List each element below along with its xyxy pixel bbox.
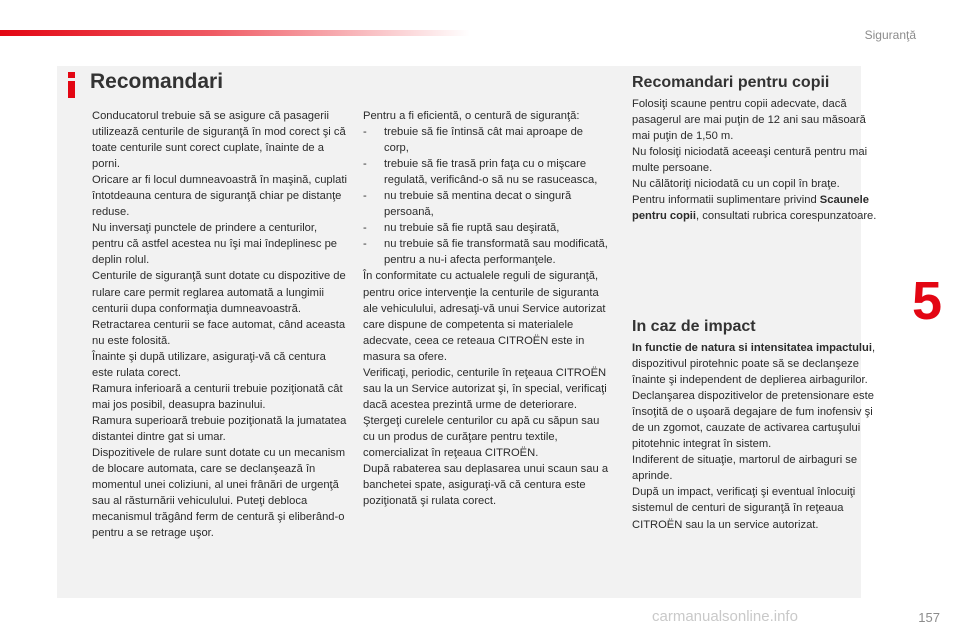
paragraph: Dispozitivele de rulare sunt dotate cu un mecanism de blocare automata, care se declanşează în momentul unei coliziuni, al unei frânări de urgenţă sau al răsturnării vehiculului. Puteţi debloca mecanismul trăgând ferm de centură şi eliberând-o pentru a se retrage uşor. [92, 446, 346, 540]
paragraph: După un impact, verificaţi şi eventual înlocuiţi sistemul de centuri de siguranţă în reţeaua CITROËN sau la un service autorizat. [632, 486, 856, 531]
paragraph: Pentru informatii suplimentare privind Scaunele pentru copii, consultati rubrica corespunzatoare. [632, 194, 877, 223]
paragraph: Pentru a fi eficientă, o centură de siguranţă: [363, 110, 580, 122]
recommendations-title: Recomandari [90, 70, 224, 93]
impact-section [632, 340, 877, 533]
paragraph: Folosiţi scaune pentru copii adecvate, dacă pasagerul are mai puţin de 12 ani sau măsoară mai puţin de 1,50 m. [632, 98, 866, 143]
list-item: - trebuie să fie trasă prin faţa cu o mişcare regulată, verificând-o să nu se rasuceasca, [363, 158, 598, 187]
paragraph: Conducatorul trebuie să se asigure că pasagerii utilizează centurile de siguranţă în mod corect şi că toate centurile sunt corect cuplate, înainte de a porni. [92, 110, 346, 171]
paragraph: Nu inversaţi punctele de prindere a centurilor, pentru că astfel acestea nu îşi mai îndeplinesc pe deplin rolul. [92, 222, 338, 267]
paragraph: Verificaţi, periodic, centurile în reţeaua CITROËN sau la un Service autorizat şi, în special, verificaţi dacă acestea prezintă urme de deteriorare. [363, 366, 607, 411]
paragraph: Ramura inferioară a centurii trebuie poziţionată cât mai jos posibil, deasupra bazinului. [92, 382, 343, 411]
paragraph: După rabaterea sau deplasarea unui scaun sau a banchetei spate, asiguraţi-vă că centura este poziţionată şi rulata corect. [363, 463, 609, 508]
paragraph: Oricare ar fi locul dumneavoastră în maşină, cuplati întotdeauna centura de siguranţă chiar pe distanţe reduse. [92, 174, 347, 219]
children-section [632, 96, 877, 224]
list-item: - nu trebuie să fie transformată sau modificată, pentru a nu-i afecta performanţele. [363, 238, 608, 267]
paragraph: Centurile de siguranţă sunt dotate cu dispozitive de rulare care permit reglarea automată a lungimii centurii dupa conformaţia dumneavoastră. Retractarea centurii se face automat, când aceasta nu este folosită. [92, 270, 346, 347]
recommendations-col2 [363, 108, 610, 509]
page-number: 157 [918, 610, 940, 625]
paragraph: Înainte şi după utilizare, asiguraţi-vă că centura este rulata corect. [92, 350, 326, 379]
children-title: Recomandari pentru copii [632, 74, 830, 91]
impact-title: In caz de impact [632, 318, 756, 335]
list-item: - trebuie să fie întinsă cât mai aproape de corp, [363, 126, 584, 155]
list-item: - nu trebuie să fie ruptă sau deşirată, [363, 222, 560, 235]
header-accent-bar [0, 30, 470, 36]
paragraph: In functie de natura si intensitatea impactului, dispozitivul pirotehnic poate să se declanşeze înainte şi independent de deplierea airbagurilor. Declanşarea dispozitivelor de pretensionare este însoţită de o uşoară degajare de fum inofensiv şi de un zgomot, cauzate de activarea cartuşului pitotehnic integrat în sistem. [632, 342, 876, 451]
paragraph: Indiferent de situaţie, martorul de airbaguri se aprinde. [632, 454, 858, 483]
paragraph: Nu folosiţi niciodată aceeaşi centură pentru mai multe persoane. [632, 146, 868, 175]
chapter-number: 5 [911, 271, 942, 331]
paragraph: Ştergeţi curelele centurilor cu apă cu săpun sau cu un produs de curăţare pentru textile, comercializat în reţeaua CITROËN. [363, 414, 600, 459]
paragraph: În conformitate cu actualele reguli de siguranţă, pentru orice intervenţie la centurile de siguranta ale vehiculului, adresaţi-vă unui Service autorizat care dispune de competenta si materialele adecvate, ceea ce reteaua CITROËN este in masura sa ofere. [363, 270, 606, 363]
paragraph: Nu călătoriţi niciodată cu un copil în braţe. [632, 178, 840, 191]
section-title: Siguranţă [864, 28, 916, 42]
recommendations-col1 [92, 108, 350, 541]
info-icon [62, 72, 80, 98]
list-item: - nu trebuie să mentina decat o singură persoană, [363, 190, 572, 219]
paragraph: Ramura superioară trebuie poziţionată la jumatatea distantei dintre gat si umar. [92, 414, 347, 443]
watermark: carmanualsonline.info [652, 608, 798, 625]
